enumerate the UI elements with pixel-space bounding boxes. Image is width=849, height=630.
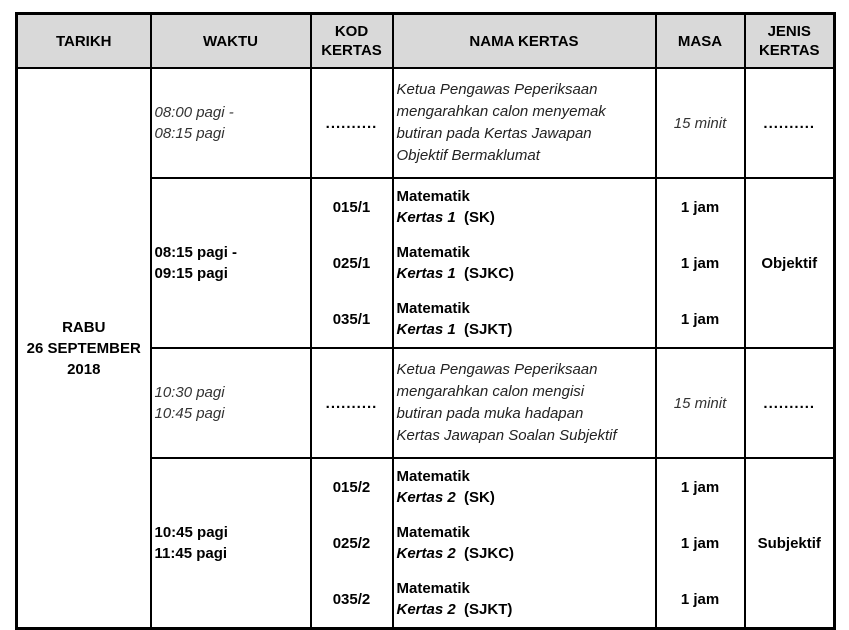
paper-duration: 1 jam bbox=[680, 534, 720, 552]
time-end: 11:45 pagi bbox=[154, 545, 228, 562]
time-end: 10:45 pagi bbox=[154, 405, 225, 422]
note-line: Objektif Bermaklumat bbox=[396, 147, 540, 164]
jenis-cell: Objektif bbox=[745, 178, 835, 348]
paper-duration: 1 jam bbox=[680, 590, 720, 608]
kod-cell bbox=[311, 178, 393, 348]
exam-schedule-table bbox=[15, 12, 836, 630]
time-cell bbox=[151, 458, 311, 629]
time-start: 08:15 pagi - bbox=[154, 244, 238, 261]
note-line: Ketua Pengawas Peperiksaan bbox=[396, 81, 598, 98]
masa-cell: 15 minit bbox=[656, 348, 745, 458]
header-jenis-line2: KERTAS bbox=[758, 42, 820, 59]
time-cell bbox=[151, 68, 311, 178]
masa-cell bbox=[656, 178, 745, 348]
header-tarikh: TARIKH bbox=[17, 14, 151, 69]
paper-code: 025/2 bbox=[332, 534, 371, 552]
paper-duration: 1 jam bbox=[680, 478, 720, 496]
kod-cell: .......... bbox=[311, 348, 393, 458]
paper-code: 025/1 bbox=[332, 254, 371, 272]
jenis-cell: .......... bbox=[745, 68, 835, 178]
jenis-cell: .......... bbox=[745, 348, 835, 458]
time-start: 08:00 pagi - bbox=[154, 104, 234, 121]
header-waktu: WAKTU bbox=[151, 14, 311, 69]
time-start: 10:30 pagi bbox=[154, 384, 225, 401]
paper-name: Matematik Kertas 1 (SJKT) bbox=[396, 300, 513, 338]
header-row bbox=[17, 14, 835, 69]
kod-cell: .......... bbox=[311, 68, 393, 178]
paper-duration: 1 jam bbox=[680, 198, 720, 216]
note-line: Ketua Pengawas Peperiksaan bbox=[396, 361, 598, 378]
paper-name: Matematik Kertas 2 (SK) bbox=[396, 468, 495, 506]
paper-name-cell bbox=[393, 178, 656, 348]
header-nama-kertas: NAMA KERTAS bbox=[393, 14, 656, 69]
header-jenis-line1: JENIS bbox=[767, 23, 811, 40]
exam-date: 26 SEPTEMBER bbox=[26, 339, 141, 357]
paper-duration: 1 jam bbox=[680, 254, 720, 272]
note-line: butiran pada Kertas Jawapan bbox=[396, 125, 592, 142]
exam-date-cell bbox=[17, 68, 151, 629]
masa-cell bbox=[656, 458, 745, 629]
paper-code: 015/1 bbox=[332, 198, 371, 216]
time-end: 09:15 pagi bbox=[154, 265, 228, 282]
paper-code: 035/2 bbox=[332, 590, 371, 608]
header-jenis-kertas bbox=[745, 14, 835, 69]
paper-name: Matematik Kertas 2 (SJKC) bbox=[396, 524, 515, 562]
paper-duration: 1 jam bbox=[680, 310, 720, 328]
note-line: Kertas Jawapan Soalan Subjektif bbox=[396, 427, 617, 444]
masa-cell: 15 minit bbox=[656, 68, 745, 178]
exam-day: RABU bbox=[62, 318, 106, 336]
instruction-note bbox=[393, 68, 656, 178]
time-start: 10:45 pagi bbox=[154, 524, 228, 541]
paper-name: Matematik Kertas 1 (SK) bbox=[396, 188, 495, 226]
note-line: mengarahkan calon menyemak bbox=[396, 103, 606, 120]
header-kod-line2: KERTAS bbox=[321, 42, 382, 59]
paper-code: 035/1 bbox=[332, 310, 371, 328]
jenis-cell: Subjektif bbox=[745, 458, 835, 629]
table-row bbox=[17, 68, 835, 178]
time-end: 08:15 pagi bbox=[154, 125, 225, 142]
time-cell bbox=[151, 348, 311, 458]
paper-name: Matematik Kertas 1 (SJKC) bbox=[396, 244, 515, 282]
note-line: mengarahkan calon mengisi bbox=[396, 383, 585, 400]
header-kod-kertas bbox=[311, 14, 393, 69]
exam-year: 2018 bbox=[67, 360, 101, 378]
paper-name-cell bbox=[393, 458, 656, 629]
paper-code: 015/2 bbox=[332, 478, 371, 496]
paper-name: Matematik Kertas 2 (SJKT) bbox=[396, 580, 513, 618]
instruction-note bbox=[393, 348, 656, 458]
time-cell bbox=[151, 178, 311, 348]
header-kod-line1: KOD bbox=[334, 23, 369, 40]
kod-cell bbox=[311, 458, 393, 629]
header-masa: MASA bbox=[656, 14, 745, 69]
note-line: butiran pada muka hadapan bbox=[396, 405, 584, 422]
